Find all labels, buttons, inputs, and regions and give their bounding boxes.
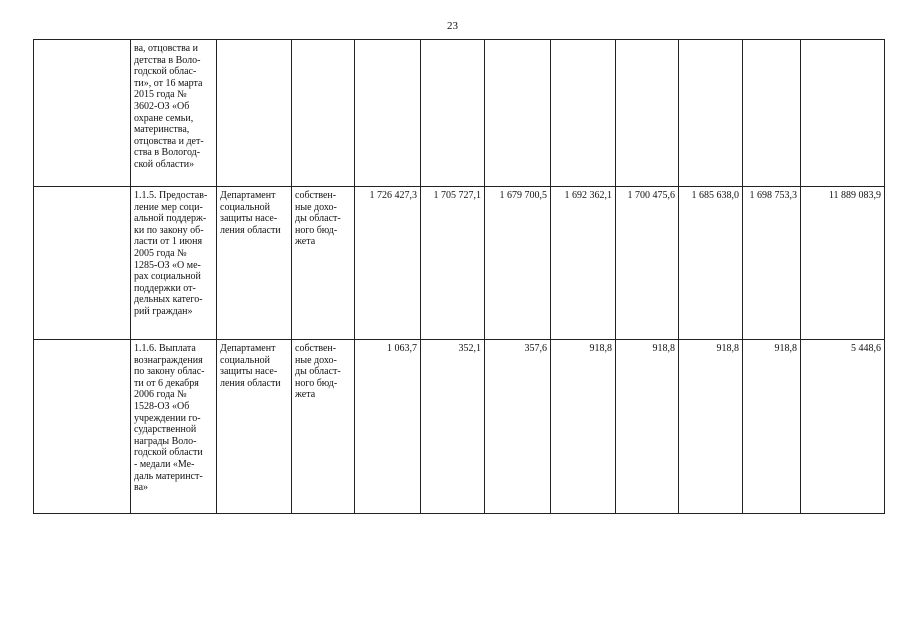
value-cell: 357,6 [485, 340, 551, 514]
funding-source-cell [292, 40, 355, 187]
value-cell: 352,1 [421, 340, 485, 514]
value-cell [485, 40, 551, 187]
measure-name-cell: 1.1.6. Выплата вознаграждения по закону облас- ти от 6 декабря 2006 года № 1528-ОЗ «Об учреждении го- сударственной награды Воло- годской области - медали «Ме- даль материнст- ва» [131, 340, 217, 514]
measure-name-cell: ва, отцовства и детства в Воло- годской облас- ти», от 16 марта 2015 года № 3602-ОЗ «Об охране семьи, материнства, отцовства и дет- ства в Вологод- ской области» [131, 40, 217, 187]
value-cell: 1 700 475,6 [616, 187, 679, 340]
value-cell [421, 40, 485, 187]
empty-cell [34, 340, 131, 514]
funding-source-cell: собствен- ные дохо- ды област- ного бюд- жета [292, 187, 355, 340]
value-cell [551, 40, 616, 187]
value-cell [743, 40, 801, 187]
executor-cell [217, 40, 292, 187]
empty-cell [34, 187, 131, 340]
value-cell: 918,8 [679, 340, 743, 514]
funding-source-cell: собствен- ные дохо- ды област- ного бюд- жета [292, 340, 355, 514]
empty-cell [34, 40, 131, 187]
value-cell: 918,8 [551, 340, 616, 514]
total-cell [801, 40, 885, 187]
total-cell: 5 448,6 [801, 340, 885, 514]
value-cell: 1 705 727,1 [421, 187, 485, 340]
value-cell: 1 726 427,3 [355, 187, 421, 340]
value-cell: 1 063,7 [355, 340, 421, 514]
value-cell [616, 40, 679, 187]
value-cell: 918,8 [616, 340, 679, 514]
page-number: 23 [447, 20, 458, 32]
value-cell [355, 40, 421, 187]
value-cell: 918,8 [743, 340, 801, 514]
budget-table [33, 39, 885, 514]
value-cell [679, 40, 743, 187]
value-cell: 1 692 362,1 [551, 187, 616, 340]
table-row [34, 40, 885, 187]
executor-cell: Департамент социальной защиты насе- ления области [217, 187, 292, 340]
value-cell: 1 685 638,0 [679, 187, 743, 340]
measure-name-cell: 1.1.5. Предостав- ление мер соци- альной поддерж- ки по закону об- ласти от 1 июня 2005 года № 1285-ОЗ «О ме- рах социальной поддержки от- дельных катего- рий граждан» [131, 187, 217, 340]
value-cell: 1 679 700,5 [485, 187, 551, 340]
table-row [34, 340, 885, 514]
value-cell: 1 698 753,3 [743, 187, 801, 340]
total-cell: 11 889 083,9 [801, 187, 885, 340]
executor-cell: Департамент социальной защиты насе- ления области [217, 340, 292, 514]
table-row [34, 187, 885, 340]
